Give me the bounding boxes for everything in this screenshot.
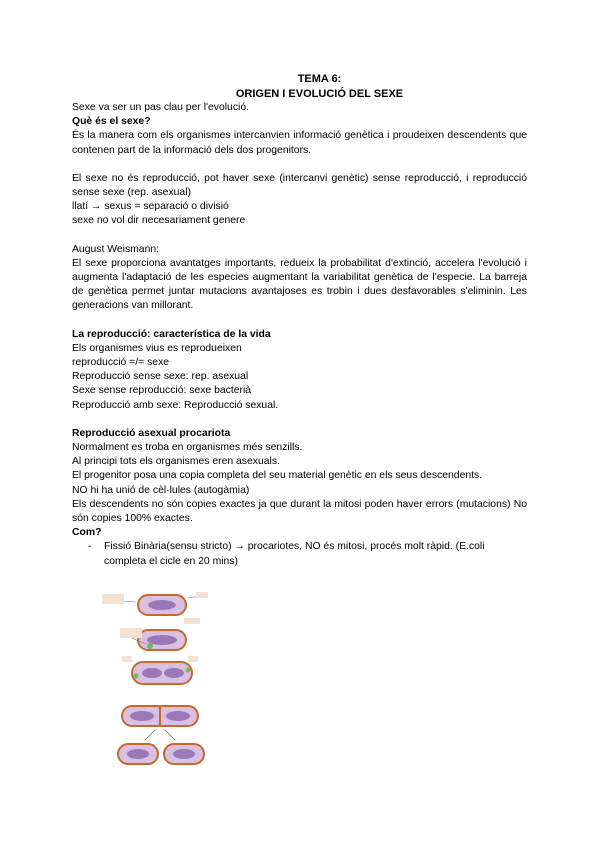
latin-etymology: llatí → sexus = separació o divisió [72,201,229,213]
repro-line: Reproducció sense sexe: rep. asexual [72,371,249,383]
weismann-label: August Weismann: [72,243,160,255]
title-line-1: TEMA 6: [297,73,342,85]
title-line-2: ORIGEN I EVOLUCIÓ DEL SEXE [235,87,404,100]
bullet-item [88,540,527,568]
repro-line: reproducció =/= sexe [72,357,170,369]
repro-line: Els organismes vius es reprodueixen [72,342,242,354]
document-page [72,72,527,569]
asexual-line: El progenitor posa una copia completa del seu material genètic en els seus descendents. [72,470,483,482]
repro-line: Reproducció amb sexe: Reproducció sexual. [72,399,279,411]
asexual-line: Normalment es troba en organismes més senzills. [72,442,303,454]
bullet-text: Fissió Binària(sensu stricto) → procariotes, NO és mitosi, procés molt ràpid. (E.coli completa el cicle en 20 mins) [104,541,485,567]
section-heading-how: Com? [72,527,102,539]
gender-note: sexe no vol dir necesariament genere [72,215,246,227]
definition-paragraph: És la manera com els organismes intercanvien informació genètica i proudeixen descendents que contenen part de la informació dels dos progenitors. [72,130,527,156]
binary-fission-diagram [100,590,210,780]
asexual-line: NO hi ha unió de cèl·lules (autogàmia) [72,484,250,496]
bullet-dash: - [88,541,92,553]
section-heading-asexual: Reproducció asexual procariota [72,427,231,439]
cell-stage-2 [120,618,200,650]
section-heading-reproduction: La reproducció: característica de la vida [72,328,271,340]
cell-stage-1 [102,592,208,615]
section-heading-what-is-sex: Què és el sexe? [72,116,151,128]
sex-vs-reproduction-paragraph: El sexe no és reproducció, pot haver sexe (intercanvi genètic) sense reproducció, i reproducció sense sexe (rep. asexual) [72,172,527,199]
cell-stage-3 [122,656,198,684]
asexual-paragraph: Els descendents no són copies exactes ja que durant la mitosi poden haver errors (mutacions) No són copies 100% exactes. [72,498,527,525]
cell-stage-4 [122,706,198,726]
asexual-line: Al principi tots els organismes eren asexuals. [72,456,280,468]
intro-text: Sexe va ser un pas clau per l'evolució. [72,102,249,113]
weismann-paragraph: El sexe proporciona avantatges importants, redueix la probabilitat d'extinció, accelera l'evolució i augmenta l'adaptació de les especies augmentant la variabilitat genètica de l'especie. La barreja de genètica permet juntar mutacions avantajoses es trobin i dues desfavorables s'eliminin. Les generacions van millorant. [72,257,527,312]
cell-stage-5 [118,744,204,764]
repro-line: Sexe sense reproducció: sexe bacterià [72,385,252,397]
